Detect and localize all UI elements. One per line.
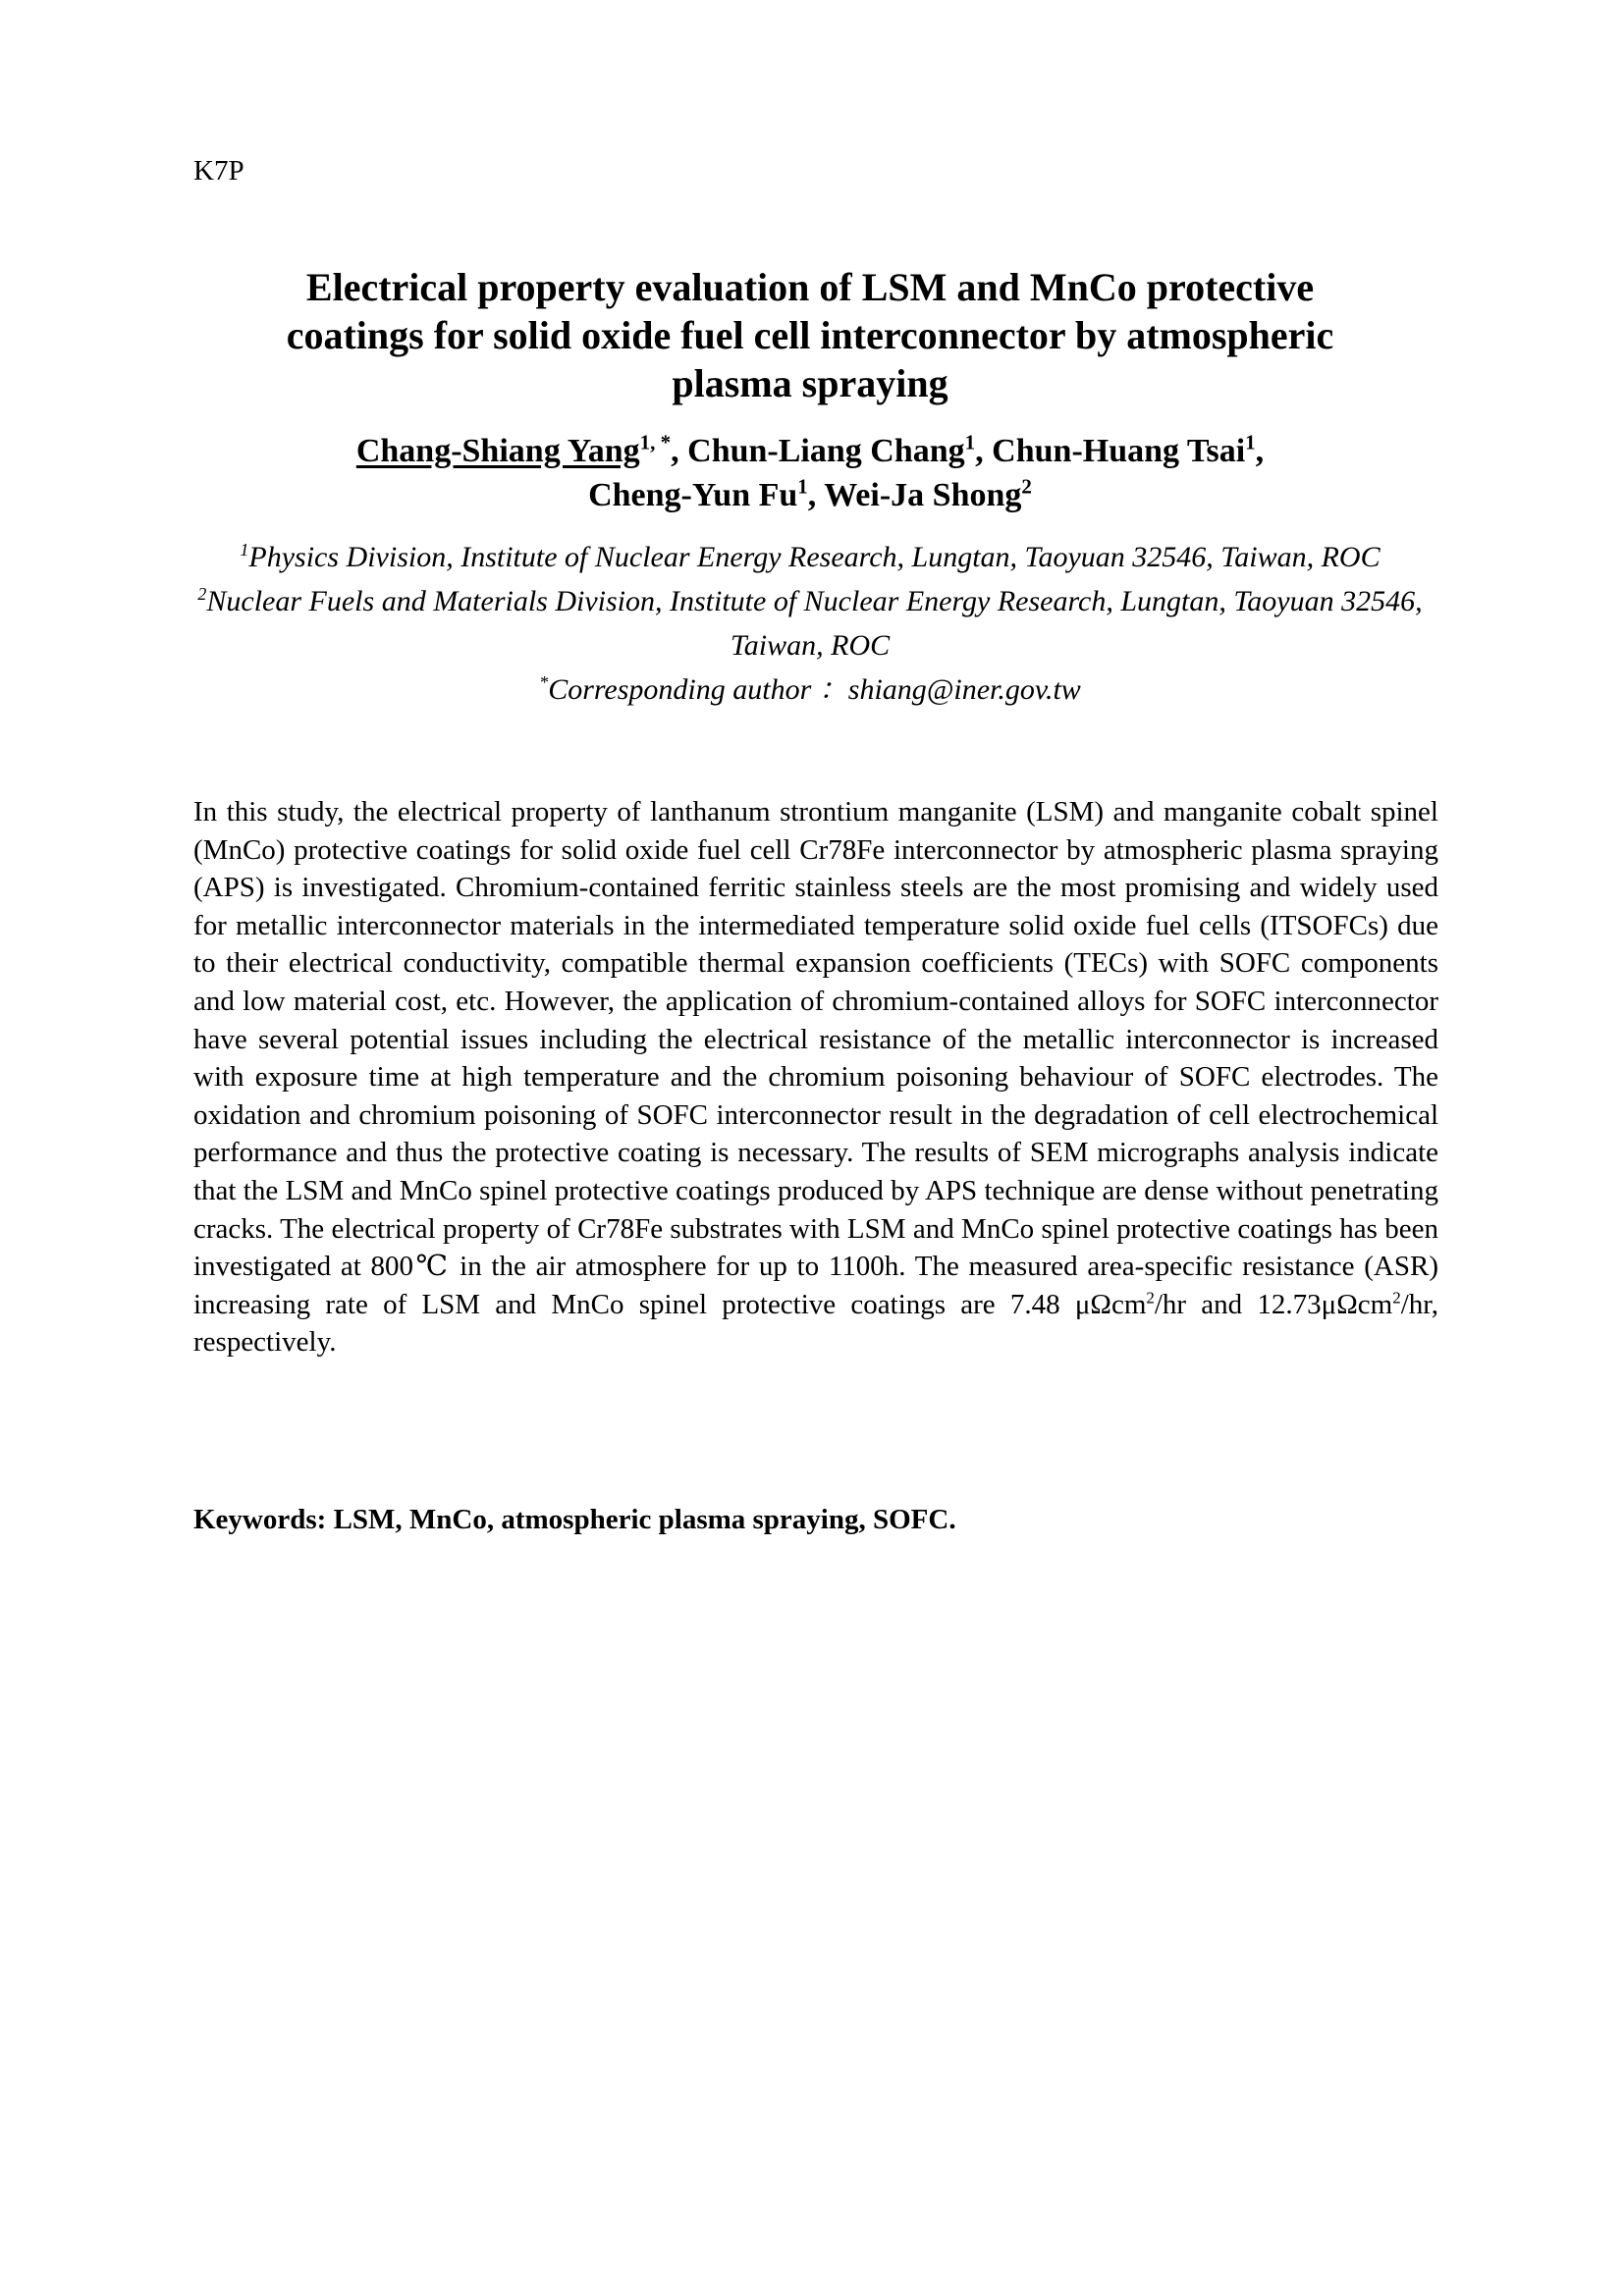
affiliation-text: Nuclear Fuels and Materials Division, Institute of Nuclear Energy Research, Lungtan, Taoyuan 32546, Taiwan, ROC (206, 585, 1423, 662)
author-separator: , (671, 433, 688, 469)
superscript: 2 (1392, 1288, 1401, 1308)
author-line (157, 429, 1463, 473)
author-name: Cheng-Yun Fu (588, 477, 798, 513)
author-name-presenter: Chang-Shiang Yang (355, 433, 640, 469)
affiliation-mark: * (539, 672, 549, 692)
author-line (157, 473, 1463, 517)
superscript: 2 (1146, 1288, 1155, 1308)
author-affiliation-mark: 1 (797, 474, 808, 499)
affiliation-mark: 2 (197, 584, 207, 604)
abstract-text: /hr, respectively. (193, 1288, 1438, 1359)
title-line: plasma spraying (672, 361, 948, 405)
author-affiliation-mark: 1 (964, 430, 976, 454)
title-line: coatings for solid oxide fuel cell interconnector by atmospheric (286, 313, 1334, 357)
title-line: Electrical property evaluation of LSM and MnCo protective (305, 265, 1315, 309)
abstract-text: /hr and 12.73μΩcm (1154, 1288, 1393, 1320)
author-list (157, 429, 1463, 517)
author-separator: , (1255, 433, 1265, 469)
affiliation (196, 579, 1424, 667)
corresponding-author (196, 667, 1424, 712)
corresponding-author-text: Corresponding author ：shiang@iner.gov.tw (548, 673, 1081, 706)
affiliation-text: Physics Division, Institute of Nuclear Energy Research, Lungtan, Taoyuan 32546, Taiwan, ROC (248, 541, 1380, 573)
abstract-code: K7P (193, 155, 244, 187)
author-separator: , (807, 477, 825, 513)
affiliation-list (196, 535, 1424, 712)
abstract-text: In this study, the electrical property of lanthanum strontium manganite (LSM) and manganite cobalt spinel (MnCo) protective coatings for solid oxide fuel cell Cr78Fe interconnector by atmospheric plasma spraying (APS) is investigated. Chromium-contained ferritic stainless steels are the most promising and widely used for metallic interconnector materials in the intermediated temperature solid oxide fuel cells (ITSOFCs) due to their electrical conductivity, compatible thermal expansion coefficients (TECs) with SOFC components and low material cost, etc. However, the application of chromium-contained alloys for SOFC interconnector have several potential issues including the electrical resistance of the metallic interconnector is increased with exposure time at high temperature and the chromium poisoning behaviour of SOFC electrodes. The oxidation and chromium poisoning of SOFC interconnector result in the degradation of cell electrochemical performance and thus the protective coating is necessary. The results of SEM micrographs analysis indicate that the LSM and MnCo spinel protective coatings produced by APS technique are dense without penetrating cracks. The electrical property of Cr78Fe substrates with LSM and MnCo spinel protective coatings has been investigated at 800℃ in the air atmosphere for up to 1100h. The measured area-specific resistance (ASR) increasing rate of LSM and MnCo spinel protective coatings are 7.48 μΩcm (193, 796, 1438, 1320)
author-affiliation-mark: 2 (1021, 474, 1032, 499)
paper-title (157, 263, 1463, 407)
author-affiliation-mark: 1, * (639, 430, 672, 454)
author-name: Chun-Huang Tsai (992, 433, 1246, 469)
affiliation (196, 535, 1424, 579)
author-name: Chun-Liang Chang (687, 433, 965, 469)
keywords: Keywords: LSM, MnCo, atmospheric plasma spraying, SOFC. (193, 1504, 956, 1535)
author-affiliation-mark: 1 (1245, 430, 1256, 454)
affiliation-mark: 1 (240, 540, 249, 560)
author-name: Wei-Ja Shong (824, 477, 1022, 513)
author-separator: , (975, 433, 993, 469)
abstract-body (193, 793, 1438, 1362)
